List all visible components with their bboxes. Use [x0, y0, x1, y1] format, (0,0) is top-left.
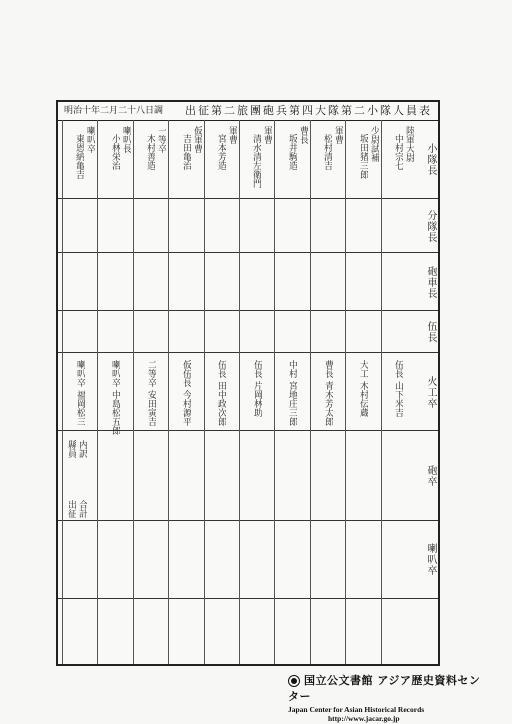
- column-head-text: 清水清左衛門: [251, 134, 261, 188]
- column-head-text: 木村善造: [145, 134, 155, 170]
- column-cell-text: 曹長 青木芳太郎: [323, 360, 333, 426]
- column-head-text: 松村清吉: [322, 134, 332, 170]
- archive-stamp: [288, 672, 484, 723]
- column-head-text: 陸軍大尉: [404, 126, 414, 162]
- row-header: 火工卒: [425, 375, 436, 409]
- column-head-text: 喇叭卒: [85, 126, 95, 153]
- document-date: 明治十年二月二十八日調: [64, 106, 164, 116]
- row-header: 喇叭卒: [425, 542, 436, 576]
- column-head-text: 仮軍曹: [192, 126, 202, 153]
- column-cell-text: 伍長 片岡林助: [252, 360, 262, 417]
- column-divider: [239, 120, 240, 664]
- row-header: 分隊長: [425, 209, 436, 243]
- column-head-text: 軍曹: [262, 126, 272, 144]
- archive-name-en: Japan Center for Asian Historical Records: [288, 705, 425, 714]
- column-head-text: 坂井駒造: [287, 134, 297, 170]
- column-head-text: 軍曹: [333, 126, 343, 144]
- column-divider: [62, 120, 63, 664]
- column-cell-text: 二等卒 安田寅吉: [146, 360, 156, 426]
- column-divider: [97, 120, 98, 664]
- document-title-strip: [58, 102, 438, 121]
- document-title: 出征第二旅團砲兵第四大隊第二小隊人員表: [185, 104, 432, 117]
- column-head-text: 中村宗七: [393, 134, 403, 170]
- margin-annotation: 出征: [66, 500, 76, 518]
- roster-table: [58, 120, 438, 664]
- column-head-text: 小林栄治: [110, 134, 120, 170]
- column-cell-text: 喇叭卒 中島松五郎: [110, 360, 120, 435]
- column-cell-text: 喇叭卒 福岡松三: [75, 360, 85, 426]
- margin-annotation: 合計: [77, 500, 87, 518]
- column-divider: [345, 120, 346, 664]
- column-head-text: 喇叭長: [121, 126, 131, 153]
- column-head-text: 少尉試補: [369, 126, 379, 162]
- row-header: 砲車長: [425, 265, 436, 299]
- column-divider: [274, 120, 275, 664]
- column-head-text: 曹長: [298, 126, 308, 144]
- archive-url: http://www.jacar.go.jp: [328, 714, 400, 723]
- column-cell-text: 大工 木村伝蔵: [358, 360, 368, 417]
- column-cell-text: 中村 宮地庄三郎: [287, 360, 297, 426]
- column-head-text: 宮本芳造: [216, 134, 226, 170]
- archive-logo-icon: [288, 675, 300, 687]
- document-frame: [56, 100, 440, 666]
- row-header: 砲卒: [425, 465, 436, 487]
- margin-annotation: 内訳: [77, 440, 87, 458]
- column-head-text: 軍曹: [227, 126, 237, 144]
- column-cell-text: 伍長 山下米吉: [393, 360, 403, 417]
- column-divider: [310, 120, 311, 664]
- column-divider: [204, 120, 205, 664]
- column-head-text: 東恩納亀吉: [74, 134, 84, 179]
- row-header: 小隊長: [425, 142, 436, 176]
- column-divider: [168, 120, 169, 664]
- column-divider: [381, 120, 382, 664]
- column-head-text: 一等卒: [156, 126, 166, 153]
- column-head-text: 吉田亀治: [181, 134, 191, 170]
- column-head-text: 坂田猪三郎: [358, 134, 368, 179]
- margin-annotation: 縣員: [66, 440, 76, 458]
- column-cell-text: 伍長 田中政次郎: [216, 360, 226, 426]
- column-cell-text: 仮伍長 今村源平: [181, 360, 191, 426]
- row-header: 伍長: [425, 321, 436, 343]
- archive-name-jp: 国立公文書館 アジア歴史資料センター: [288, 674, 481, 703]
- column-divider: [133, 120, 134, 664]
